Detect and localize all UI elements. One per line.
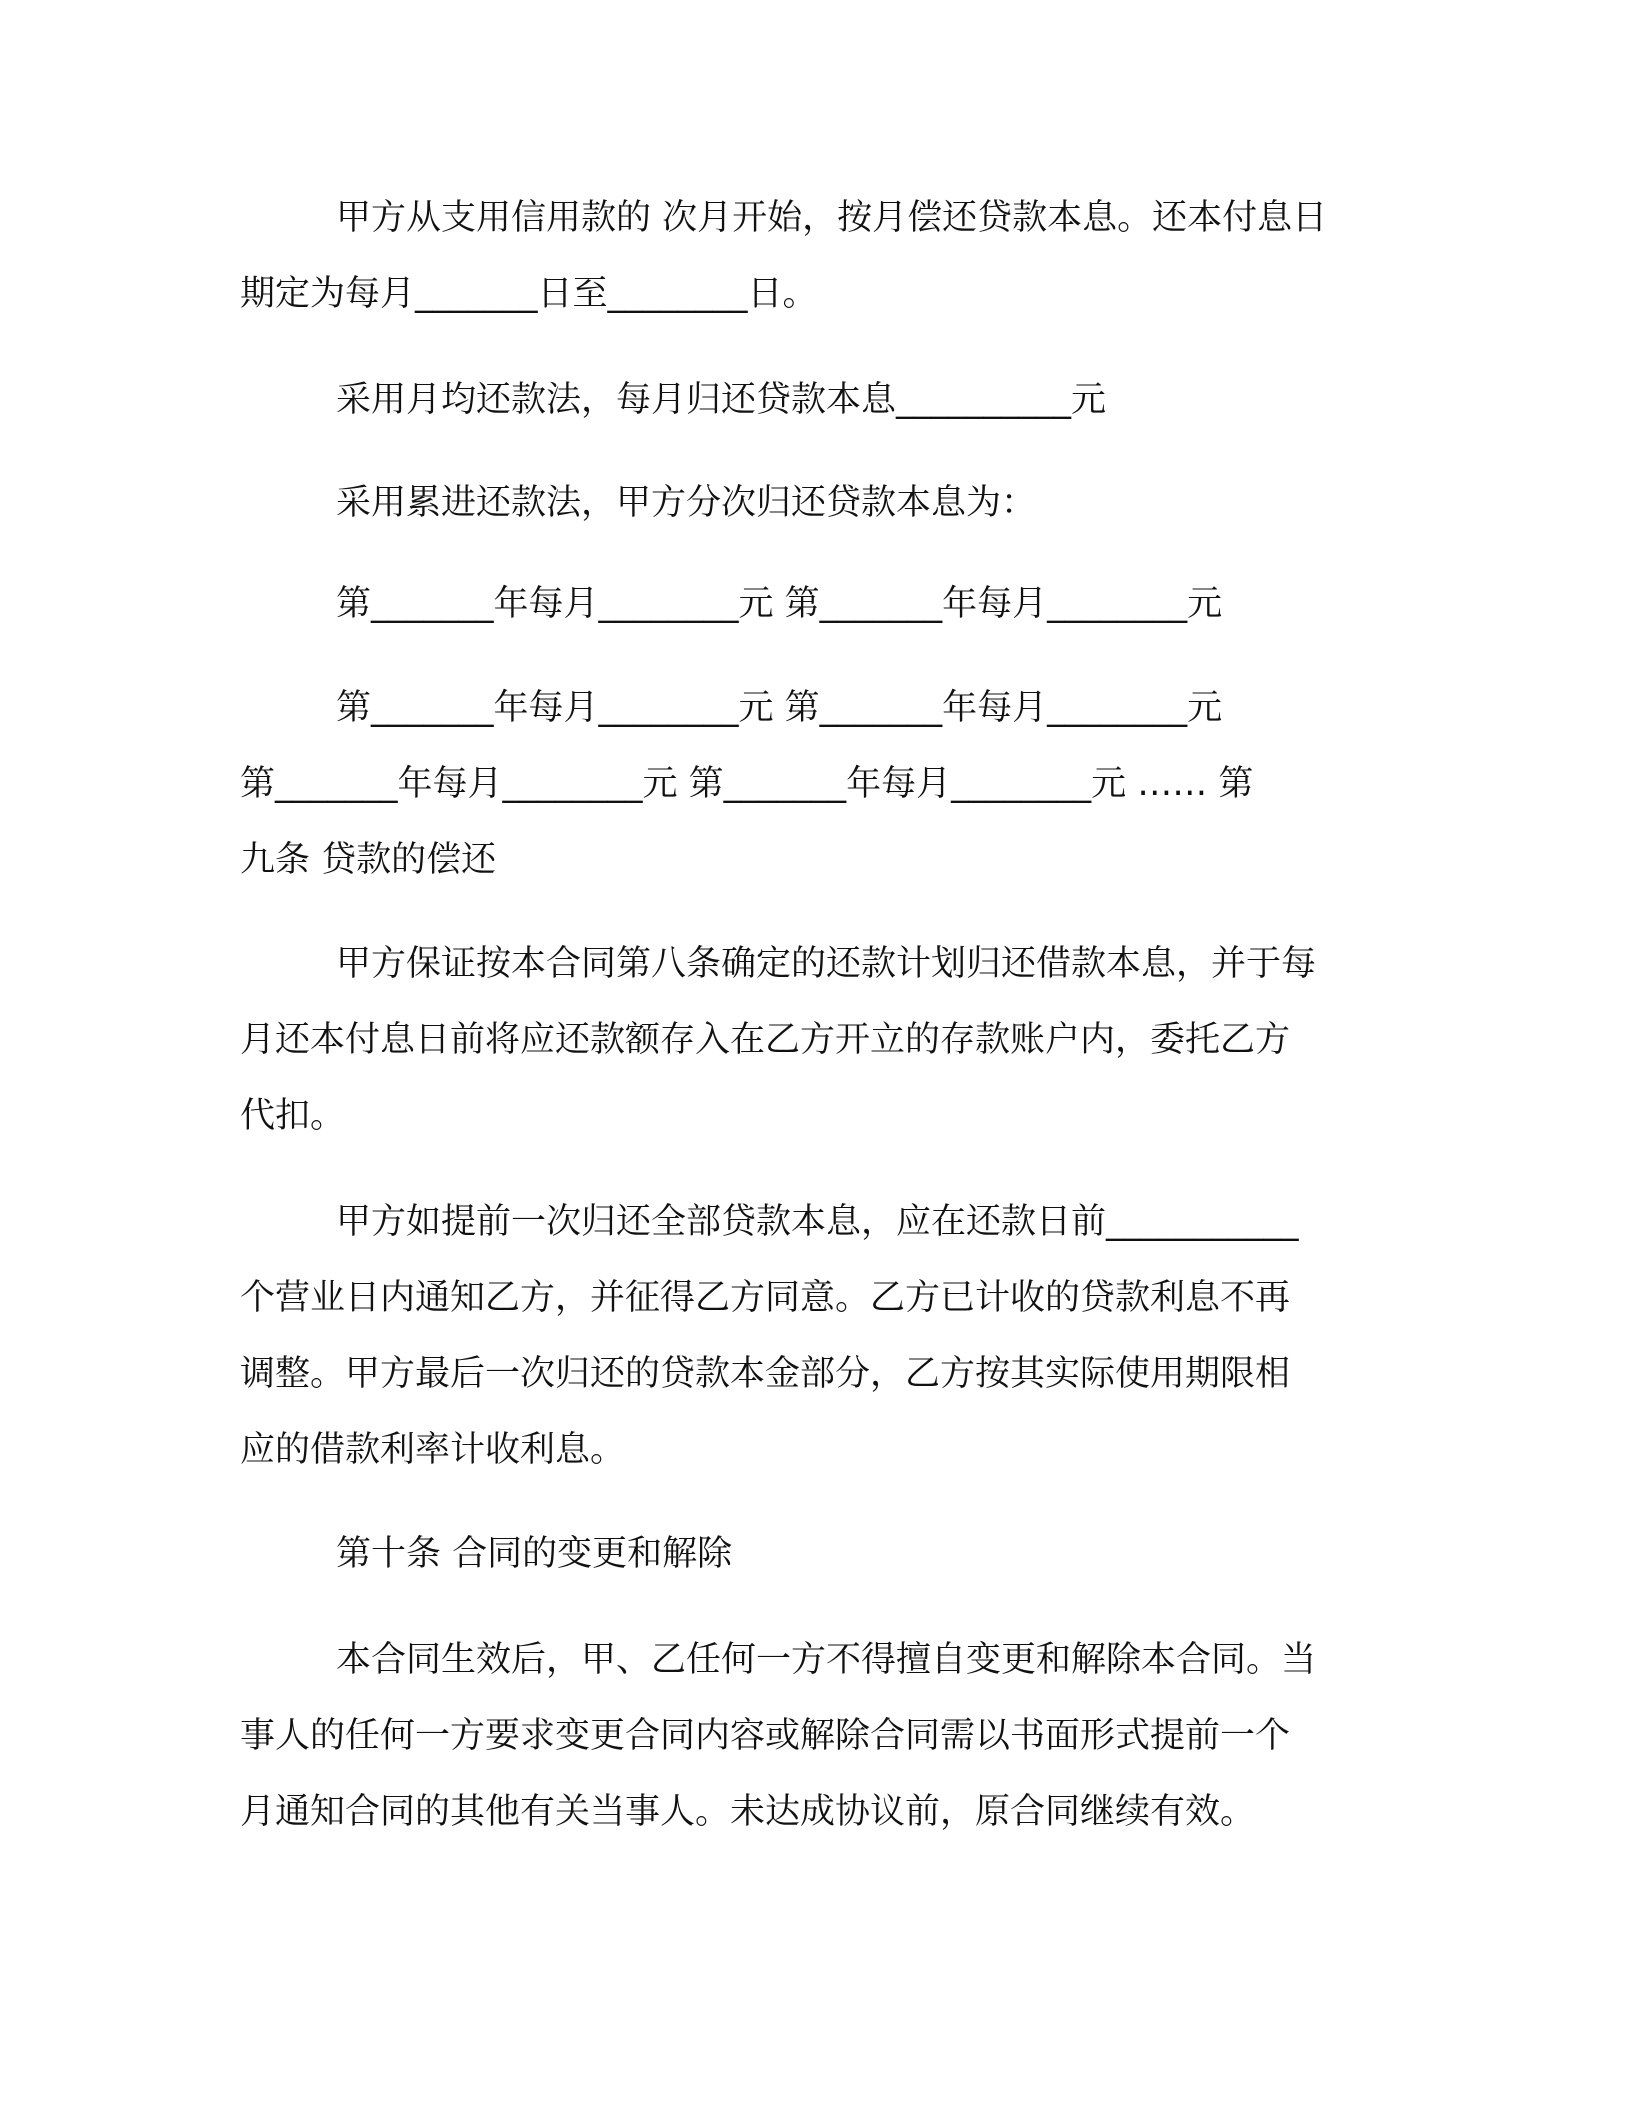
text-line: 个营业日内通知乙方，并征得乙方同意。乙方已计收的贷款利息不再: [240, 1278, 1291, 1318]
text-line: 甲方从支用信用款的 次月开始，按月偿还贷款本息。还本付息日: [336, 198, 1328, 238]
text-line: 月还本付息日前将应还款额存入在乙方开立的存款账户内，委托乙方: [240, 1020, 1291, 1060]
text-line: 调整。甲方最后一次归还的贷款本金部分，乙方按其实际使用期限相: [240, 1354, 1291, 1394]
text-line: 采用累进还款法，甲方分次归还贷款本息为：: [336, 483, 1037, 523]
text-line: 月通知合同的其他有关当事人。未达成协议前，原合同继续有效。: [240, 1792, 1256, 1832]
text-line: 采用月均还款法，每月归还贷款本息__________元: [336, 380, 1107, 420]
text-line: 第_______年每月________元 第_______年每月________元 …… 第: [240, 764, 1254, 804]
text-line: 甲方如提前一次归还全部贷款本息，应在还款日前___________: [336, 1202, 1299, 1242]
text-line: 事人的任何一方要求变更合同内容或解除合同需以书面形式提前一个: [240, 1716, 1291, 1756]
text-line: 甲方保证按本合同第八条确定的还款计划归还借款本息，并于每: [336, 944, 1317, 984]
text-line: 第_______年每月________元 第_______年每月________元: [336, 688, 1223, 728]
text-line: 应的借款利率计收利息。: [240, 1430, 626, 1470]
text-line: 本合同生效后，甲、乙任何一方不得擅自变更和解除本合同。当: [336, 1640, 1317, 1680]
section-heading: 第十条 合同的变更和解除: [336, 1534, 733, 1574]
section-heading: 九条 贷款的偿还: [240, 840, 497, 880]
text-line: 第_______年每月________元 第_______年每月________元: [336, 584, 1223, 624]
text-line: 代扣。: [240, 1096, 346, 1136]
text-line: 期定为每月_______日至________日。: [240, 274, 818, 314]
